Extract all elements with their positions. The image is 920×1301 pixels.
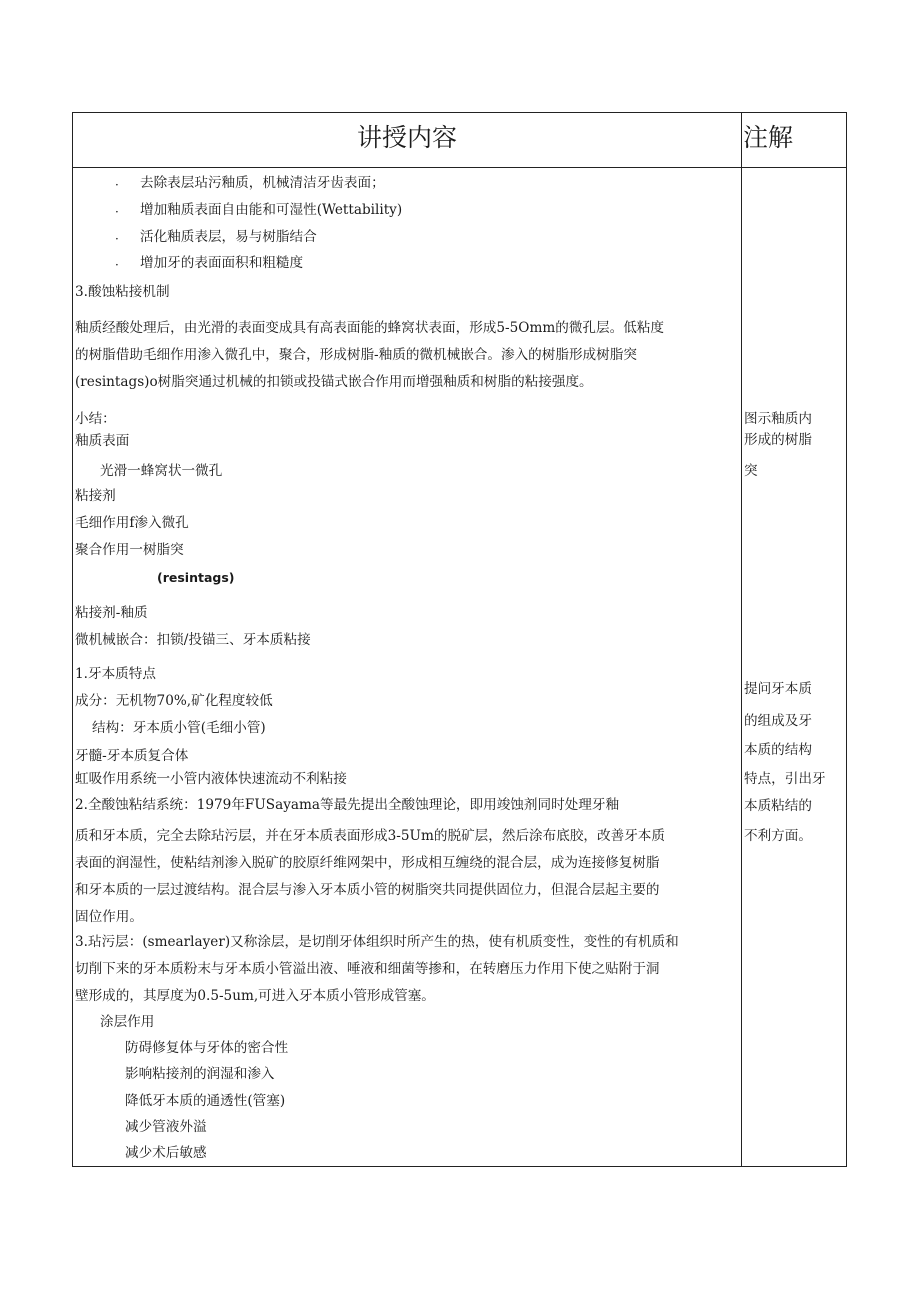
paragraph-line: 固位作用。 xyxy=(75,909,143,925)
note-line: 特点，引出牙 xyxy=(744,771,826,787)
paragraph-line: 切削下来的牙本质粉末与牙本质小管溢出液、唾液和细菌等掺和，在转磨压力作用下使之贴附于洞 xyxy=(75,961,660,977)
paragraph-line: 的树脂借助毛细作用渗入微孔中，聚合，形成树脂-釉质的微机械嵌合。渗入的树脂形成树脂突 xyxy=(75,347,637,363)
bullet-mark: · xyxy=(115,258,119,272)
smear-item: 防碍修复体与牙体的密合性 xyxy=(125,1040,289,1056)
smear-title: 涂层作用 xyxy=(100,1014,155,1030)
note-line: 的组成及牙 xyxy=(744,713,812,729)
smear-item: 降低牙本质的通透性(管塞) xyxy=(125,1093,286,1109)
note-line: 本质粘结的 xyxy=(744,798,812,814)
smear-item: 减少管液外溢 xyxy=(125,1119,207,1135)
paragraph-line: 釉质经酸处理后，由光滑的表面变成具有高表面能的蜂窝状表面，形成5-5Omm的微孔层。低粘度 xyxy=(75,320,664,336)
paragraph-line: 表面的润湿性，使粘结剂渗入脱矿的胶原纤维网架中，形成相互缠绕的混合层，成为连接修复树脂 xyxy=(75,855,660,871)
dentin-line: 牙髓-牙本质复合体 xyxy=(75,748,189,764)
header-content: 讲授内容 xyxy=(357,123,458,152)
dentin-title: 1.牙本质特点 xyxy=(75,666,156,682)
dentin-line: 虹吸作用系统一小管内液体快速流动不利粘接 xyxy=(75,771,347,787)
summary-line: 光滑一蜂窝状一微孔 xyxy=(100,463,223,479)
section-title: 3.酸蚀粘接机制 xyxy=(75,284,170,300)
bullet-mark: · xyxy=(115,232,119,246)
bullet-mark: · xyxy=(115,205,119,219)
paragraph-line: 3.玷污层：(smearlayer)又称涂层，是切削牙体组织时所产生的热，使有机质变性，变性的有机质和 xyxy=(75,934,679,950)
bullet-mark: · xyxy=(115,178,119,192)
summary-line: 粘接剂-釉质 xyxy=(75,605,148,621)
summary-line: 聚合作用一树脂突 xyxy=(75,542,184,558)
note-line: 提问牙本质 xyxy=(744,681,812,697)
bullet-item: 去除表层玷污釉质，机械清洁牙齿表面； xyxy=(140,175,385,191)
bullet-item: 增加牙的表面面积和粗糙度 xyxy=(140,255,304,271)
note-line: 突 xyxy=(744,463,758,479)
paragraph-line: (resintags)o树脂突通过机械的扣锁或投锚式嵌合作用而增强釉质和树脂的粘接强度。 xyxy=(75,374,593,390)
bullet-item: 增加釉质表面自由能和可湿性(Wettability) xyxy=(140,202,403,218)
smear-item: 减少术后敏感 xyxy=(125,1145,207,1161)
dentin-line: 2.全酸蚀粘结系统：1979年FUSayama等最先提出全酸蚀理论，即用竣蚀剂同时处理牙釉 xyxy=(75,797,620,813)
dentin-line: 结构：牙本质小管(毛细小管) xyxy=(92,720,266,736)
note-line: 形成的树脂 xyxy=(744,432,812,448)
note-line: 本质的结构 xyxy=(744,742,812,758)
summary-line: 粘接剂 xyxy=(75,488,116,504)
summary-title: 小结： xyxy=(75,411,116,427)
bullet-item: 活化釉质表层，易与树脂结合 xyxy=(140,229,317,245)
dentin-line: 成分：无机物70%,矿化程度较低 xyxy=(75,693,273,709)
summary-line: (resintags) xyxy=(157,570,235,585)
note-line: 图示釉质内 xyxy=(744,411,812,427)
summary-line: 微机械嵌合：扣锁/投锚三、牙本质粘接 xyxy=(75,632,311,648)
paragraph-line: 壁形成的，其厚度为0.5-5um,可进入牙本质小管形成管塞。 xyxy=(75,988,435,1004)
smear-item: 影响粘接剂的润湿和渗入 xyxy=(125,1066,275,1082)
header-divider xyxy=(73,167,846,168)
summary-line: 釉质表面 xyxy=(75,433,130,449)
header-notes: 注解 xyxy=(743,123,794,152)
paragraph-line: 和牙本质的一层过渡结构。混合层与渗入牙本质小管的树脂突共同提供固位力，但混合层起主要的 xyxy=(75,882,660,898)
paragraph-line: 质和牙本质，完全去除玷污层，并在牙本质表面形成3-5Um的脱矿层，然后涂布底胶，改善牙本质 xyxy=(75,828,665,844)
note-line: 不利方面。 xyxy=(744,828,812,844)
column-divider xyxy=(741,113,742,1166)
summary-line: 毛细作用f渗入微孔 xyxy=(75,515,189,531)
